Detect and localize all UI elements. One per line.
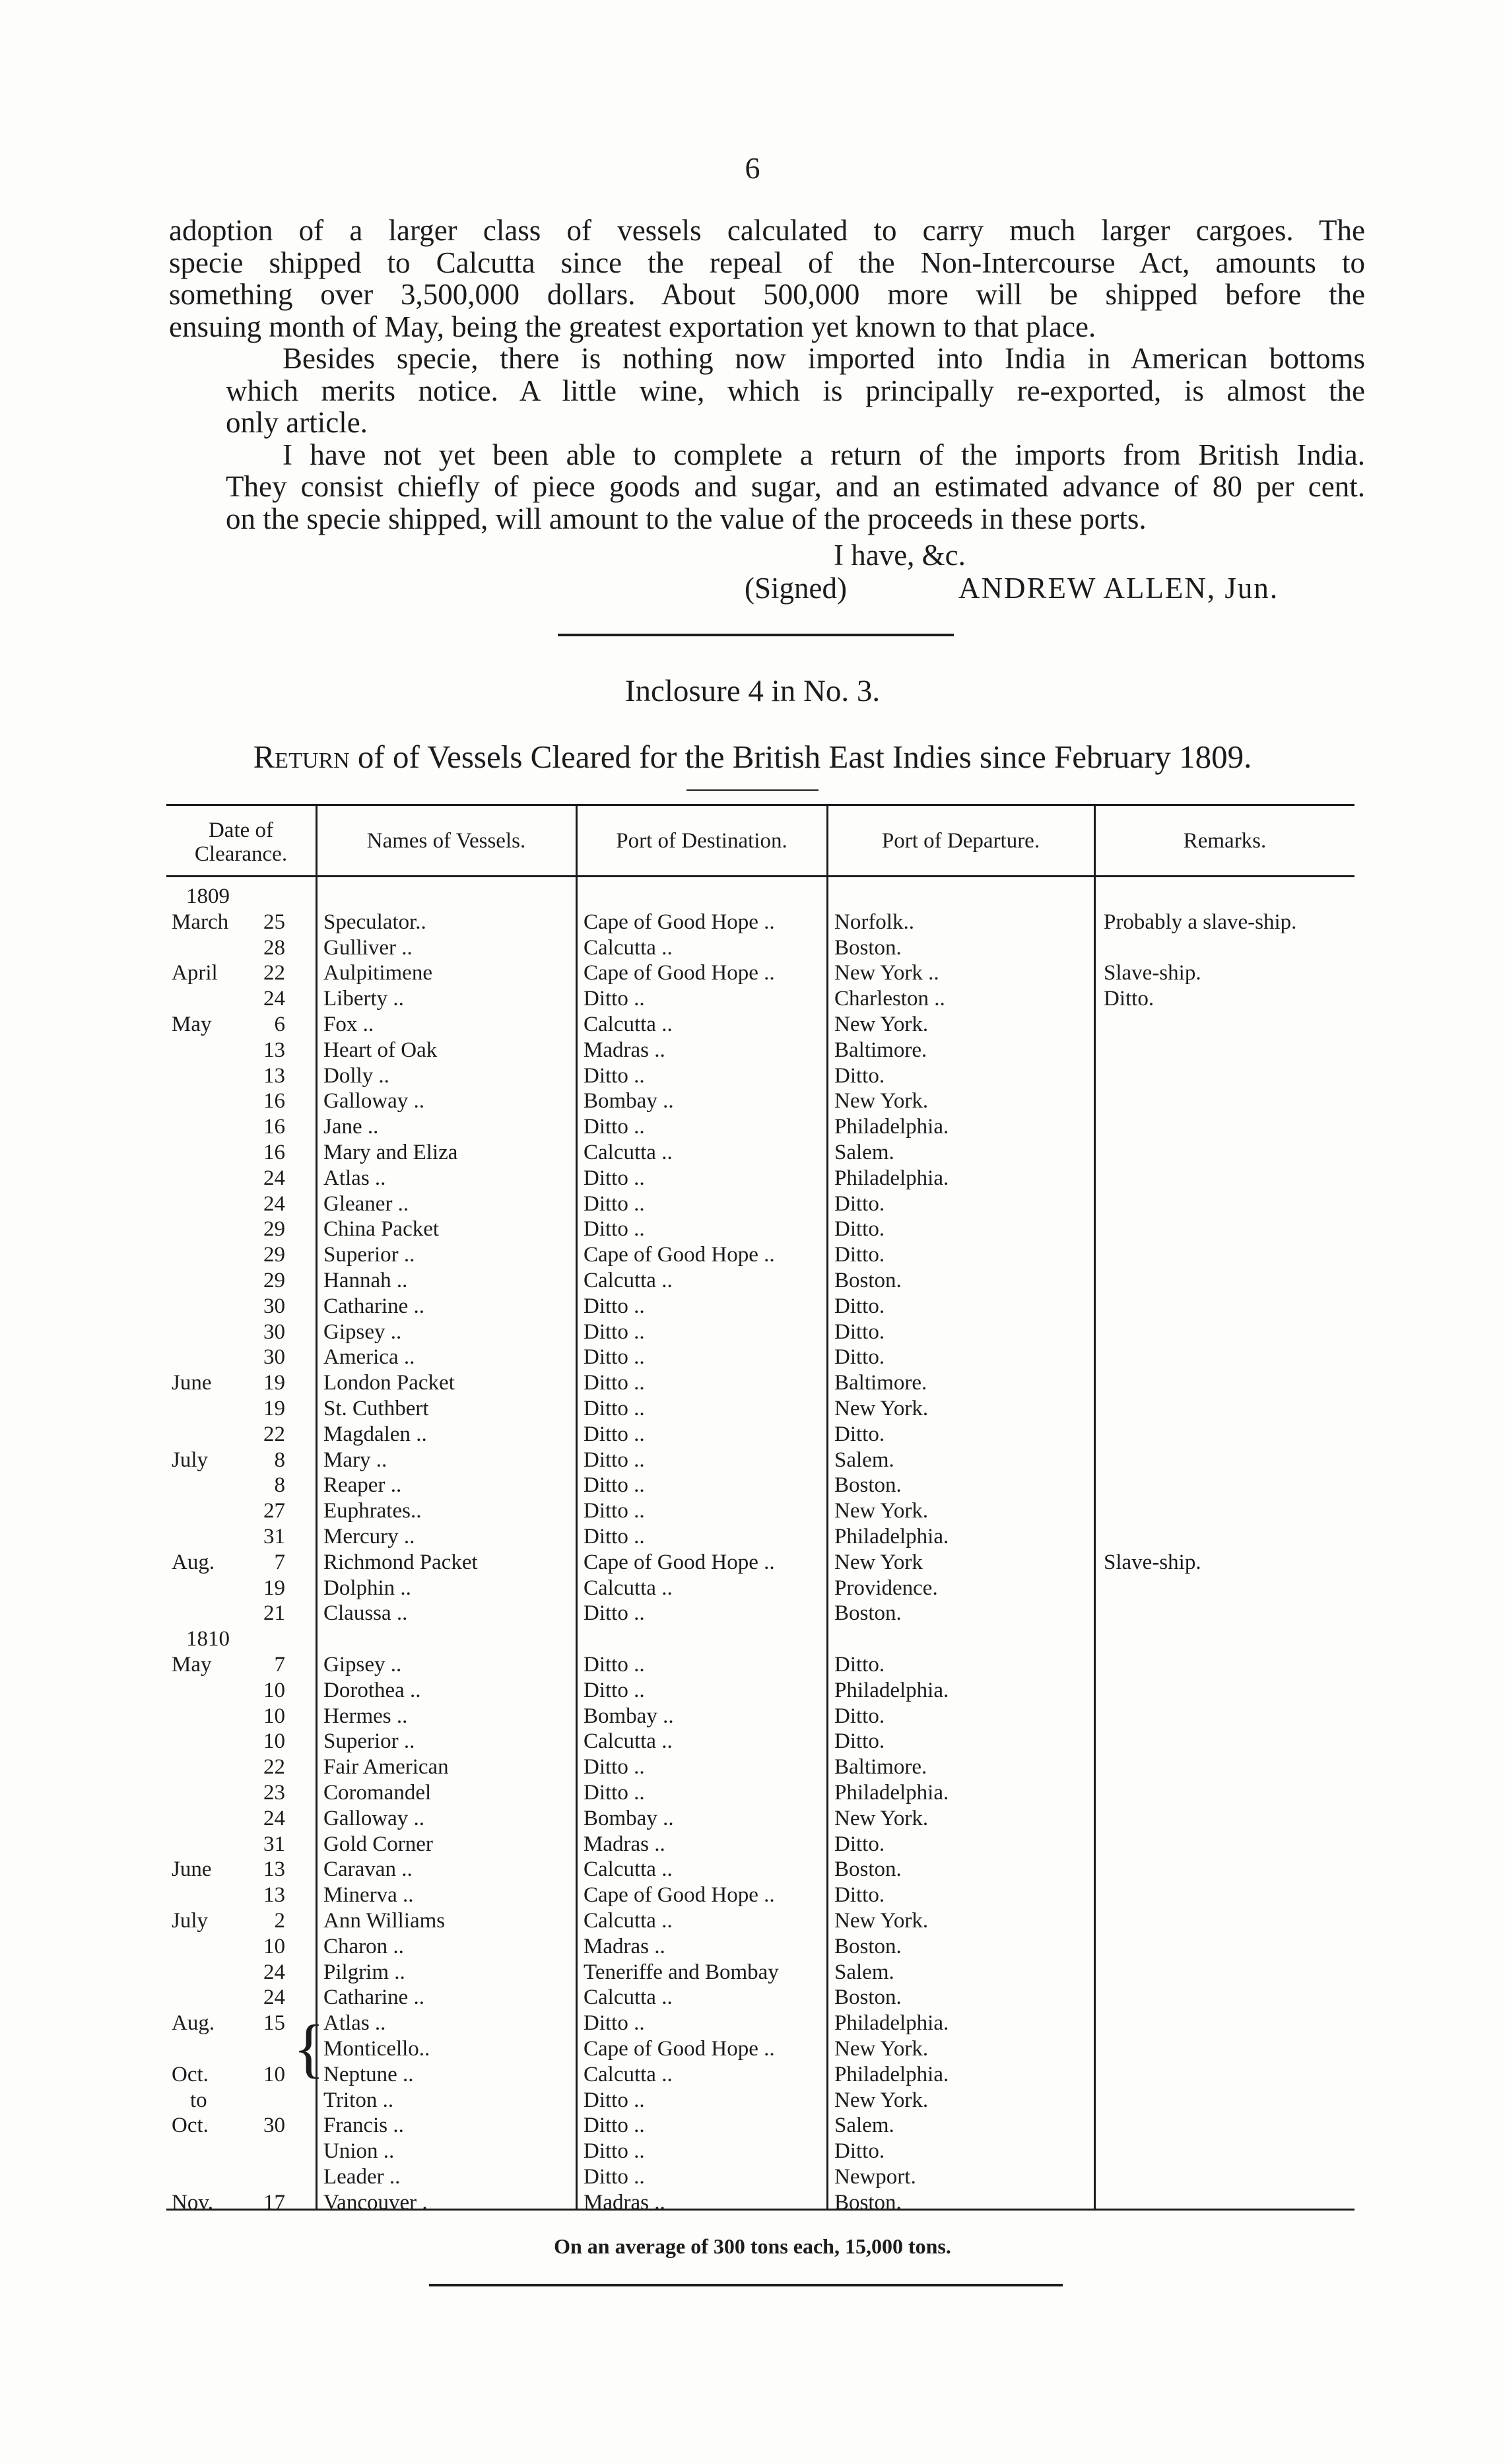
cell-vessel-name: Ann Williams xyxy=(323,1909,446,1933)
cell-departure: Boston. xyxy=(834,935,902,960)
cell-departure: Ditto. xyxy=(834,1217,885,1242)
cell-vessel-name: Catharine .. xyxy=(323,1294,425,1318)
cell-day: 10 xyxy=(263,1678,285,1702)
cell-vessel-name: Superior .. xyxy=(323,1729,415,1754)
cell-departure: Ditto. xyxy=(834,1653,885,1677)
cell-vessel-name: Fox .. xyxy=(323,1013,374,1036)
cell-month: Oct. xyxy=(172,2114,209,2138)
cell-departure: New York. xyxy=(834,1397,929,1420)
header-destination: Port of Destination. xyxy=(616,829,787,853)
cell-vessel-name: Jane .. xyxy=(323,1115,379,1139)
return-title-rest: of of Vessels Cleared for the British East Indies since February 1809. xyxy=(349,739,1252,775)
cell-destination: Ditto .. xyxy=(584,1319,645,1344)
cell-year: 1809 xyxy=(186,884,230,908)
cell-destination: Ditto .. xyxy=(584,1448,645,1472)
cell-destination: Calcutta .. xyxy=(584,1269,673,1292)
signed-label: (Signed) xyxy=(745,572,847,605)
cell-departure: Philadelphia. xyxy=(834,1678,949,1702)
cell-departure: New York. xyxy=(834,1089,929,1114)
cell-destination: Ditto .. xyxy=(584,2011,645,2036)
signer-name: ANDREW ALLEN, Jun. xyxy=(958,572,1279,605)
cell-day: 16 xyxy=(263,1115,285,1139)
closing-line: I have, &c. xyxy=(834,539,966,572)
cell-departure: Philadelphia. xyxy=(834,2011,949,2036)
cell-day: 30 xyxy=(263,1345,285,1370)
cell-day: 8 xyxy=(274,1473,285,1498)
cell-departure: Ditto. xyxy=(834,1345,885,1370)
cell-vessel-name: Gipsey .. xyxy=(323,1653,402,1677)
cell-day: 25 xyxy=(263,910,285,934)
cell-departure: Salem. xyxy=(834,1960,894,1984)
cell-day: 10 xyxy=(263,2062,285,2086)
cell-day: 31 xyxy=(263,1525,285,1548)
paragraph-line: specie shipped to Calcutta since the repeal of the Non-Intercourse Act, amounts to xyxy=(169,246,1365,279)
cell-vessel-name: Union .. xyxy=(323,2139,395,2164)
page-number: 6 xyxy=(745,151,760,185)
header-remarks: Remarks. xyxy=(1183,829,1267,853)
paragraph-line: on the specie shipped, will amount to the value of the proceeds in these ports. xyxy=(226,502,1147,535)
cell-vessel-name: Atlas .. xyxy=(323,1166,386,1190)
cell-destination: Ditto .. xyxy=(584,1063,645,1088)
cell-departure: Boston. xyxy=(834,1857,902,1882)
cell-month: June xyxy=(172,1857,212,1882)
cell-day: 30 xyxy=(263,2114,285,2138)
cell-day: 30 xyxy=(263,1319,285,1344)
cell-departure: Ditto. xyxy=(834,1704,885,1728)
cell-destination: Calcutta .. xyxy=(584,935,673,960)
cell-destination: Ditto .. xyxy=(584,1166,645,1190)
bracket-mark: { xyxy=(293,2011,327,2084)
title-underline xyxy=(686,789,819,791)
cell-vessel-name: Vancouver . xyxy=(323,2190,428,2214)
header-departure: Port of Departure. xyxy=(881,829,1040,853)
cell-destination: Ditto .. xyxy=(584,2165,645,2189)
cell-day: 29 xyxy=(263,1243,285,1267)
cell-day: 29 xyxy=(263,1269,285,1292)
cell-vessel-name: Galloway .. xyxy=(323,1806,425,1830)
cell-vessel-name: Francis .. xyxy=(323,2114,404,2138)
cell-day: 13 xyxy=(263,1857,285,1882)
cell-vessel-name: Hannah .. xyxy=(323,1269,408,1292)
cell-departure: Boston. xyxy=(834,2190,902,2214)
cell-day: 27 xyxy=(263,1499,285,1523)
cell-departure: Norfolk.. xyxy=(834,910,914,934)
cell-vessel-name: Dorothea .. xyxy=(323,1678,421,1702)
cell-departure: Providence. xyxy=(834,1576,938,1600)
cell-departure: Ditto. xyxy=(834,2139,885,2164)
paragraph xyxy=(169,215,1365,343)
cell-vessel-name: Gleaner .. xyxy=(323,1191,409,1216)
cell-departure: Baltimore. xyxy=(834,1371,927,1395)
table-header-rule xyxy=(166,875,1354,877)
cell-vessel-name: Superior .. xyxy=(323,1243,415,1267)
cell-month: Aug. xyxy=(172,1550,215,1574)
cell-vessel-name: Speculator.. xyxy=(323,910,426,934)
paragraph-line: They consist chiefly of piece goods and sugar, and an estimated advance of 80 per cent. xyxy=(226,470,1365,503)
cell-departure: Ditto. xyxy=(834,1063,885,1088)
cell-departure: Boston. xyxy=(834,1473,902,1498)
cell-destination: Calcutta .. xyxy=(584,1985,673,2010)
cell-vessel-name: St. Cuthbert xyxy=(323,1397,429,1420)
cell-departure: Salem. xyxy=(834,1141,894,1164)
cell-day: 16 xyxy=(263,1089,285,1114)
cell-vessel-name: America .. xyxy=(323,1345,415,1370)
cell-departure: New York. xyxy=(834,2037,929,2061)
cell-departure: Baltimore. xyxy=(834,1755,927,1780)
cell-day: 24 xyxy=(263,1166,285,1190)
cell-departure: New York. xyxy=(834,1909,929,1933)
cell-departure: Boston. xyxy=(834,1269,902,1292)
cell-departure: Ditto. xyxy=(834,1191,885,1216)
cell-vessel-name: Gulliver .. xyxy=(323,935,413,960)
cell-departure: Ditto. xyxy=(834,1294,885,1318)
col-divider-name xyxy=(576,804,578,2210)
cell-destination: Bombay .. xyxy=(584,1704,674,1728)
cell-day: 19 xyxy=(263,1397,285,1420)
cell-departure: Boston. xyxy=(834,1934,902,1958)
cell-month: July xyxy=(172,1448,209,1472)
cell-destination: Ditto .. xyxy=(584,1397,645,1420)
cell-departure: New York. xyxy=(834,1013,929,1036)
cell-vessel-name: Minerva .. xyxy=(323,1883,414,1908)
cell-vessel-name: Coromandel xyxy=(323,1781,432,1805)
cell-day: 21 xyxy=(263,1601,285,1626)
cell-destination: Ditto .. xyxy=(584,1371,645,1395)
cell-destination: Ditto .. xyxy=(584,1191,645,1216)
paragraph-line: ensuing month of May, being the greatest exportation yet known to that place. xyxy=(169,310,1096,343)
cell-vessel-name: Fair American xyxy=(323,1755,449,1780)
cell-departure: Philadelphia. xyxy=(834,2062,949,2086)
cell-vessel-name: Mary .. xyxy=(323,1448,387,1472)
inclosure-title: Inclosure 4 in No. 3. xyxy=(624,674,881,708)
cell-day: 10 xyxy=(263,1729,285,1754)
cell-departure: Baltimore. xyxy=(834,1038,927,1062)
col-divider-date xyxy=(316,804,318,2210)
return-title-lead: Return xyxy=(253,739,350,775)
cell-departure: Ditto. xyxy=(834,1319,885,1344)
paragraph-line: something over 3,500,000 dollars. About 500,000 more will be shipped before the xyxy=(169,278,1365,311)
cell-departure: Philadelphia. xyxy=(834,1781,949,1805)
cell-destination: Calcutta .. xyxy=(584,2062,673,2086)
cell-day: 28 xyxy=(263,935,285,960)
cell-vessel-name: Atlas .. xyxy=(323,2011,386,2036)
cell-destination: Cape of Good Hope .. xyxy=(584,2037,775,2061)
cell-departure: Salem. xyxy=(834,1448,894,1472)
cell-vessel-name: Pilgrim .. xyxy=(323,1960,405,1984)
cell-departure: Ditto. xyxy=(834,1883,885,1908)
table-top-rule xyxy=(166,804,1354,806)
cell-day: 23 xyxy=(263,1781,285,1805)
cell-day: 7 xyxy=(274,1550,285,1574)
paragraph-line: adoption of a larger class of vessels calculated to carry much larger cargoes. The xyxy=(169,214,1365,247)
paragraph-line: Besides specie, there is nothing now imported into India in American bottoms xyxy=(283,342,1365,375)
cell-destination: Ditto .. xyxy=(584,1781,645,1805)
cell-vessel-name: Catharine .. xyxy=(323,1985,425,2010)
cell-vessel-name: Euphrates.. xyxy=(323,1499,422,1523)
cell-destination: Cape of Good Hope .. xyxy=(584,961,775,985)
cell-destination: Ditto .. xyxy=(584,1473,645,1498)
paragraph-line: which merits notice. A little wine, which is principally re-exported, is almost the xyxy=(226,374,1365,407)
cell-departure: Boston. xyxy=(834,1601,902,1626)
cell-destination: Ditto .. xyxy=(584,1115,645,1139)
cell-day: 19 xyxy=(263,1576,285,1600)
paragraph xyxy=(169,439,1365,535)
cell-day: 2 xyxy=(274,1909,285,1933)
letter-body xyxy=(169,215,1365,535)
cell-day: 15 xyxy=(263,2011,285,2036)
cell-vessel-name: Mercury .. xyxy=(323,1525,415,1548)
header-date: Date of Clearance. xyxy=(194,818,288,866)
return-title xyxy=(0,738,1505,776)
cell-vessel-name: Aulpitimene xyxy=(323,961,432,985)
table-footnote: On an average of 300 tons each, 15,000 tons. xyxy=(554,2234,951,2258)
cell-destination: Calcutta .. xyxy=(584,1141,673,1164)
cell-departure: Philadelphia. xyxy=(834,1166,949,1190)
cell-day: 24 xyxy=(263,1960,285,1984)
cell-day: 22 xyxy=(263,961,285,985)
cell-vessel-name: China Packet xyxy=(323,1217,440,1242)
cell-month: May xyxy=(172,1653,212,1677)
cell-vessel-name: Galloway .. xyxy=(323,1089,425,1114)
cell-day: 16 xyxy=(263,1141,285,1164)
cell-day: 13 xyxy=(263,1063,285,1088)
cell-destination: Ditto .. xyxy=(584,2139,645,2164)
cell-vessel-name: Triton .. xyxy=(323,2088,394,2112)
cell-day: 10 xyxy=(263,1934,285,1958)
cell-departure: Salem. xyxy=(834,2114,894,2138)
cell-destination: Bombay .. xyxy=(584,1089,674,1114)
cell-vessel-name: Heart of Oak xyxy=(323,1038,438,1062)
cell-vessel-name: Gipsey .. xyxy=(323,1319,402,1344)
cell-vessel-name: Monticello.. xyxy=(323,2037,430,2061)
cell-vessel-name: Gold Corner xyxy=(323,1832,433,1856)
cell-destination: Ditto .. xyxy=(584,1345,645,1370)
cell-departure: Philadelphia. xyxy=(834,1115,949,1139)
cell-destination: Ditto .. xyxy=(584,1217,645,1242)
cell-vessel-name: Liberty .. xyxy=(323,987,404,1011)
cell-vessel-name: Magdalen .. xyxy=(323,1422,427,1446)
cell-departure: Newport. xyxy=(834,2165,916,2189)
cell-destination: Calcutta .. xyxy=(584,1013,673,1036)
cell-vessel-name: Neptune .. xyxy=(323,2062,414,2086)
cell-destination: Ditto .. xyxy=(584,2114,645,2138)
cell-month: Nov. xyxy=(172,2190,213,2214)
cell-day: 17 xyxy=(263,2190,285,2214)
cell-vessel-name: Leader .. xyxy=(323,2165,401,2189)
cell-destination: Ditto .. xyxy=(584,1653,645,1677)
cell-destination: Calcutta .. xyxy=(584,1729,673,1754)
cell-destination: Bombay .. xyxy=(584,1806,674,1830)
cell-vessel-name: Claussa .. xyxy=(323,1601,408,1626)
cell-day: 22 xyxy=(263,1755,285,1780)
cell-day: 24 xyxy=(263,987,285,1011)
cell-destination: Calcutta .. xyxy=(584,1576,673,1600)
cell-month: July xyxy=(172,1909,209,1933)
cell-destination: Madras .. xyxy=(584,1832,665,1856)
cell-vessel-name: Mary and Eliza xyxy=(323,1141,458,1164)
cell-departure: New York. xyxy=(834,2088,929,2112)
cell-destination: Cape of Good Hope .. xyxy=(584,1883,775,1908)
cell-destination: Madras .. xyxy=(584,1934,665,1958)
cell-day: 24 xyxy=(263,1985,285,2010)
cell-destination: Madras .. xyxy=(584,2190,665,2214)
cell-departure: Ditto. xyxy=(834,1422,885,1446)
cell-month: June xyxy=(172,1371,212,1395)
cell-month: Oct. xyxy=(172,2062,209,2086)
vessels-table xyxy=(166,804,1354,2214)
col-divider-dest xyxy=(826,804,828,2210)
cell-year: 1810 xyxy=(186,1627,230,1651)
cell-vessel-name: Reaper .. xyxy=(323,1473,402,1498)
cell-destination: Cape of Good Hope .. xyxy=(584,1243,775,1267)
cell-destination: Ditto .. xyxy=(584,987,645,1011)
cell-day: 22 xyxy=(263,1422,285,1446)
bottom-rule xyxy=(429,2284,1063,2286)
cell-departure: New York .. xyxy=(834,961,939,985)
cell-departure: Charleston .. xyxy=(834,987,945,1011)
cell-destination: Ditto .. xyxy=(584,1601,645,1626)
cell-vessel-name: Dolly .. xyxy=(323,1063,389,1088)
cell-departure: Ditto. xyxy=(834,1729,885,1754)
cell-destination: Ditto .. xyxy=(584,1755,645,1780)
cell-remarks: Probably a slave-ship. xyxy=(1104,910,1297,934)
cell-month: May xyxy=(172,1013,212,1036)
cell-vessel-name: Richmond Packet xyxy=(323,1550,478,1574)
cell-month: March xyxy=(172,910,229,934)
section-divider xyxy=(558,634,954,636)
cell-remarks: Slave-ship. xyxy=(1104,1550,1201,1574)
cell-departure: Ditto. xyxy=(834,1832,885,1856)
paragraph-line: I have not yet been able to complete a return of the imports from British India. xyxy=(283,438,1365,471)
cell-departure: Philadelphia. xyxy=(834,1525,949,1548)
header-name: Names of Vessels. xyxy=(366,829,526,853)
cell-day: 31 xyxy=(263,1832,285,1856)
cell-vessel-name: Hermes .. xyxy=(323,1704,408,1728)
cell-day: 24 xyxy=(263,1806,285,1830)
cell-remarks: Slave-ship. xyxy=(1104,961,1201,985)
cell-vessel-name: London Packet xyxy=(323,1371,455,1395)
cell-destination: Calcutta .. xyxy=(584,1909,673,1933)
cell-departure: New York xyxy=(834,1550,923,1574)
cell-day: 19 xyxy=(263,1371,285,1395)
cell-day: 29 xyxy=(263,1217,285,1242)
cell-day: 7 xyxy=(274,1653,285,1677)
cell-departure: Boston. xyxy=(834,1985,902,2010)
cell-vessel-name: Dolphin .. xyxy=(323,1576,411,1600)
cell-day: 6 xyxy=(274,1013,285,1036)
cell-destination: Ditto .. xyxy=(584,1422,645,1446)
cell-destination: Ditto .. xyxy=(584,2088,645,2112)
cell-destination: Teneriffe and Bombay xyxy=(584,1960,779,1984)
cell-destination: Calcutta .. xyxy=(584,1857,673,1882)
cell-departure: New York. xyxy=(834,1806,929,1830)
cell-day: 10 xyxy=(263,1704,285,1728)
col-divider-dep xyxy=(1094,804,1096,2210)
cell-month: to xyxy=(190,2088,207,2112)
cell-day: 30 xyxy=(263,1294,285,1318)
cell-vessel-name: Caravan .. xyxy=(323,1857,413,1882)
cell-month: April xyxy=(172,961,218,985)
paragraph xyxy=(169,343,1365,439)
cell-destination: Cape of Good Hope .. xyxy=(584,910,775,934)
cell-remarks: Ditto. xyxy=(1104,987,1154,1011)
cell-departure: New York. xyxy=(834,1499,929,1523)
cell-vessel-name: Charon .. xyxy=(323,1934,404,1958)
paragraph-line: only article. xyxy=(226,406,368,439)
cell-day: 13 xyxy=(263,1038,285,1062)
cell-destination: Cape of Good Hope .. xyxy=(584,1550,775,1574)
cell-destination: Madras .. xyxy=(584,1038,665,1062)
cell-destination: Ditto .. xyxy=(584,1499,645,1523)
cell-day: 13 xyxy=(263,1883,285,1908)
cell-departure: Ditto. xyxy=(834,1243,885,1267)
cell-month: Aug. xyxy=(172,2011,215,2036)
cell-destination: Ditto .. xyxy=(584,1678,645,1702)
cell-day: 8 xyxy=(274,1448,285,1472)
cell-day: 24 xyxy=(263,1191,285,1216)
cell-destination: Ditto .. xyxy=(584,1294,645,1318)
cell-destination: Ditto .. xyxy=(584,1525,645,1548)
